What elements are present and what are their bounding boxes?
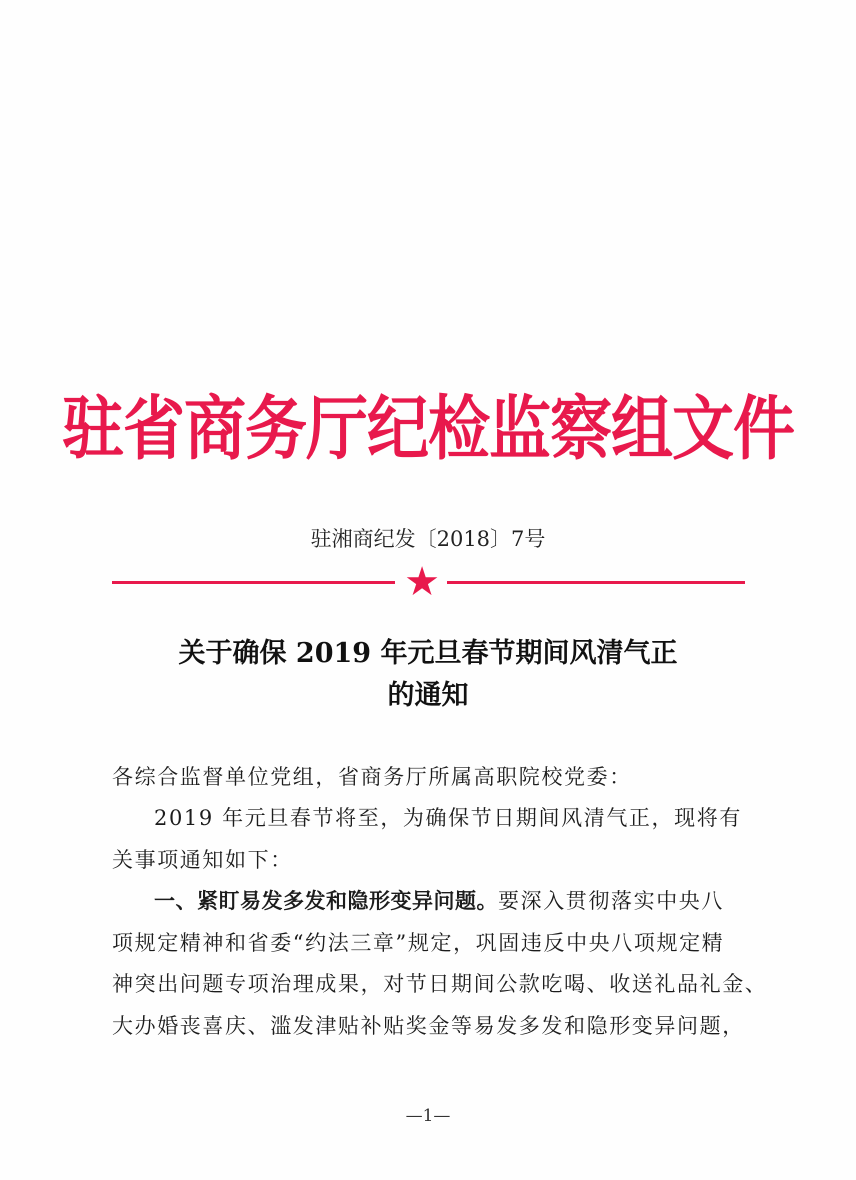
red-rule-right xyxy=(447,581,745,584)
paragraph-1-line-1: 2019 年元旦春节将至，为确保节日期间风清气正，现将有 xyxy=(154,806,742,830)
issuer-header-title: 驻省商务厅纪检监察组文件 xyxy=(61,387,794,470)
page-number: —1— xyxy=(405,1106,451,1126)
red-rule-left xyxy=(112,581,395,584)
notice-title-line-1: 关于确保 2019 年元旦春节期间风清气正 xyxy=(178,638,678,669)
section-1-heading: 一、紧盯易发多发和隐形变异问题。 xyxy=(154,889,498,913)
section-1-line-2: 项规定精神和省委“约法三章”规定，巩固违反中央八项规定精 xyxy=(112,931,725,955)
document-number: 驻湘商纪发〔2018〕7号 xyxy=(310,527,546,551)
section-1-line-3: 神突出问题专项治理成果，对节日期间公款吃喝、收送礼品礼金、 xyxy=(112,972,768,996)
section-1-line-1-text: 要深入贯彻落实中央八 xyxy=(498,889,724,913)
section-1-line-4: 大办婚丧喜庆、滥发津贴补贴奖金等易发多发和隐形变异问题， xyxy=(112,1014,745,1038)
star-icon: ★ xyxy=(404,559,440,605)
salutation: 各综合监督单位党组，省商务厅所属高职院校党委： xyxy=(112,765,632,789)
section-1-line-1 xyxy=(154,886,752,916)
paragraph-1-line-2: 关事项通知如下： xyxy=(112,848,293,872)
notice-title-line-2: 的通知 xyxy=(387,680,469,711)
